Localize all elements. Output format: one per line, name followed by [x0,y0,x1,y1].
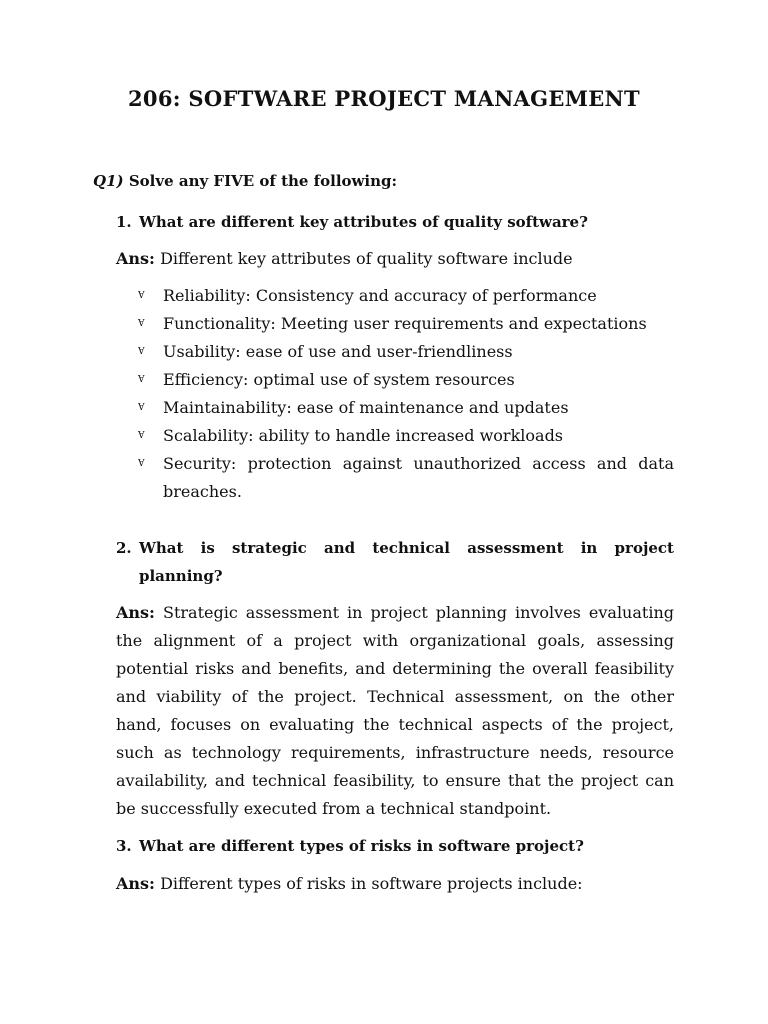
answer-label: Ans: [116,603,155,622]
answer-text: Different key attributes of quality software include [160,249,573,268]
answer-text: Different types of risks in software projects include: [160,874,583,893]
list-item [138,338,674,366]
question-2 [116,534,674,590]
list-item [138,394,674,422]
question-text: What are different types of risks in software project? [139,837,584,855]
question-text: What is strategic and technical assessment in project planning? [139,539,674,585]
document-title: 206: SOFTWARE PROJECT MANAGEMENT [128,86,640,111]
bullet-marker-icon: Ɐ [138,319,145,329]
quality-attributes-list [138,282,674,506]
question-3 [116,832,674,860]
answer-label: Ans: [116,874,155,893]
list-item-text: Efficiency: optimal use of system resources [163,370,515,389]
list-item [138,310,674,338]
question-1 [116,208,674,236]
question-number: 3. [116,837,132,855]
answer-2 [116,599,674,823]
list-item-text: Functionality: Meeting user requirements and expectations [163,314,647,333]
answer-3 [116,870,674,898]
bullet-marker-icon: Ɐ [138,347,145,357]
bullet-marker-icon: Ɐ [138,459,145,469]
answer-text: Strategic assessment in project planning involves evaluating the alignment of a project with organizational goals, assessing potential risks and benefits, and determining the overall feasibility and viability of the project. Technical assessment, on the other hand, focuses on evaluating the technical aspects of the project, such as technology requirements, infrastructure needs, resource availability, and technical feasibility, to ensure that the project can be successfully executed from a technical standpoint. [116,603,674,818]
bullet-marker-icon: Ɐ [138,375,145,385]
section-heading [93,172,397,190]
list-item-text: Reliability: Consistency and accuracy of performance [163,286,597,305]
bullet-marker-icon: Ɐ [138,291,145,301]
answer-1 [116,245,674,273]
list-item-text: Security: protection against unauthorized access and data breaches. [163,454,674,501]
section-instruction: Solve any FIVE of the following: [128,172,398,190]
list-item-text: Usability: ease of use and user-friendliness [163,342,513,361]
answer-label: Ans: [116,249,155,268]
bullet-marker-icon: Ɐ [138,431,145,441]
bullet-marker-icon: Ɐ [138,403,145,413]
question-text: What are different key attributes of quality software? [139,213,588,231]
list-item [138,366,674,394]
list-item-text: Scalability: ability to handle increased workloads [163,426,564,445]
question-number: 1. [116,213,132,231]
section-number: Q1) [93,172,124,190]
list-item [138,450,674,506]
list-item [138,422,674,450]
list-item [138,282,674,310]
question-number: 2. [116,539,132,557]
list-item-text: Maintainability: ease of maintenance and updates [163,398,569,417]
